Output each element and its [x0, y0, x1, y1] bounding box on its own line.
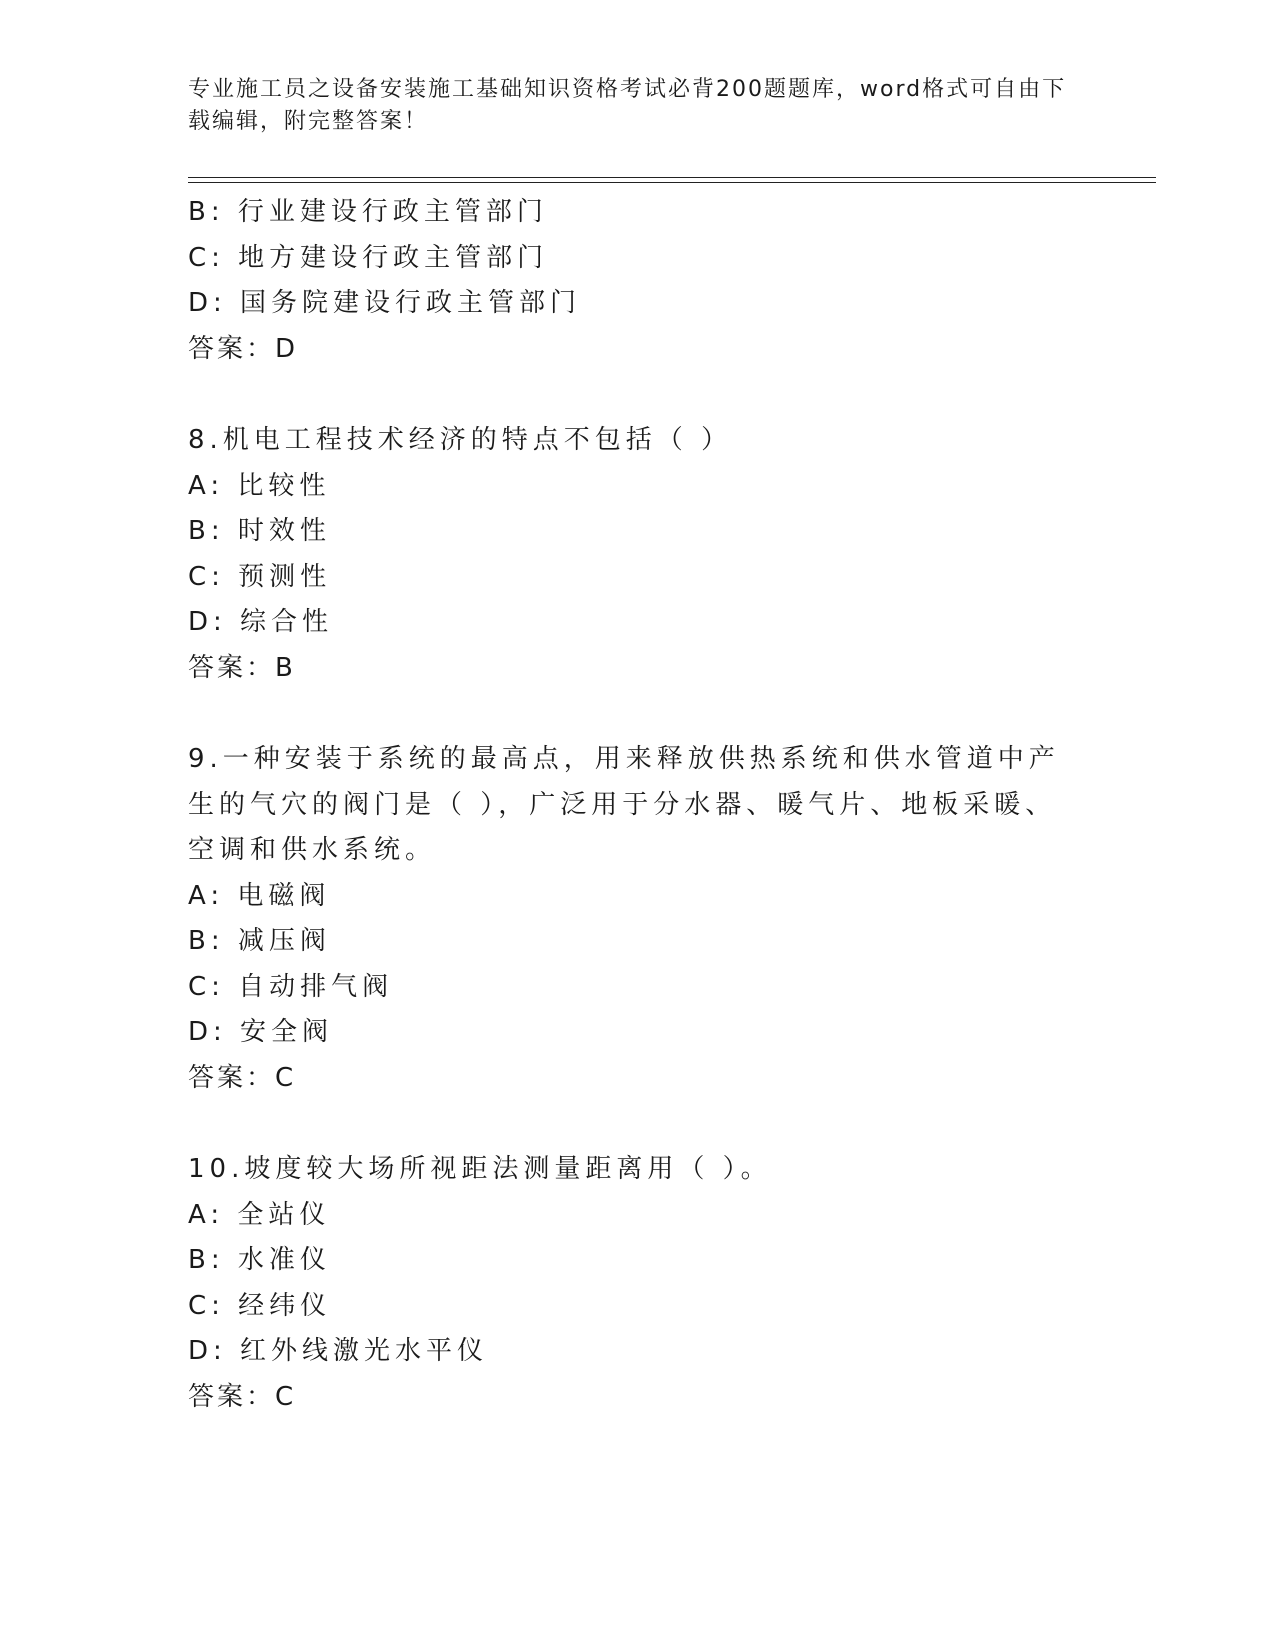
document-header: 专业施工员之设备安装施工基础知识资格考试必背200题题库，word格式可自由下载编辑，附完整答案！	[188, 77, 1067, 134]
option-c: C: 自动排气阀	[188, 971, 394, 1002]
option-c: C: 地方建设行政主管部门	[188, 242, 549, 273]
spacer	[188, 1101, 1088, 1147]
option-b: B: 水准仪	[188, 1245, 331, 1275]
answer-text: 答案：C	[188, 1381, 297, 1412]
question-block-7	[188, 190, 1088, 372]
option-a: A: 全站仪	[188, 1199, 331, 1230]
option-c: C: 经纬仪	[188, 1290, 332, 1321]
question-stem: 9.一种安装于系统的最高点，用来释放供热系统和供水管道中产生的气穴的阀门是（ ），广泛用于分水器、暖气片、地板采暖、空调和供水系统。	[188, 744, 1060, 865]
question-block-10	[188, 1147, 1088, 1420]
option-d: D: 红外线激光水平仪	[188, 1336, 489, 1366]
header-rule-top	[188, 177, 1156, 178]
question-block-9	[188, 737, 1088, 1101]
question-stem: 8.机电工程技术经济的特点不包括（ ）	[188, 425, 733, 455]
option-a: A: 比较性	[188, 470, 331, 501]
question-stem: 10.坡度较大场所视距法测量距离用（ ）。	[188, 1154, 772, 1184]
option-b: B: 减压阀	[188, 926, 331, 956]
spacer	[188, 691, 1088, 737]
option-b: B: 行业建设行政主管部门	[188, 197, 548, 227]
option-b: B: 时效性	[188, 516, 331, 546]
option-a: A: 电磁阀	[188, 880, 331, 911]
option-d: D: 综合性	[188, 607, 334, 637]
answer-text: 答案：D	[188, 333, 299, 364]
header-rule-bottom	[188, 182, 1156, 183]
answer-text: 答案：C	[188, 1062, 297, 1093]
option-d: D: 国务院建设行政主管部门	[188, 288, 582, 318]
question-list	[188, 190, 1088, 1420]
question-block-8	[188, 418, 1088, 691]
answer-text: 答案：B	[188, 652, 296, 683]
spacer	[188, 372, 1088, 418]
option-c: C: 预测性	[188, 561, 332, 592]
option-d: D: 安全阀	[188, 1017, 334, 1047]
